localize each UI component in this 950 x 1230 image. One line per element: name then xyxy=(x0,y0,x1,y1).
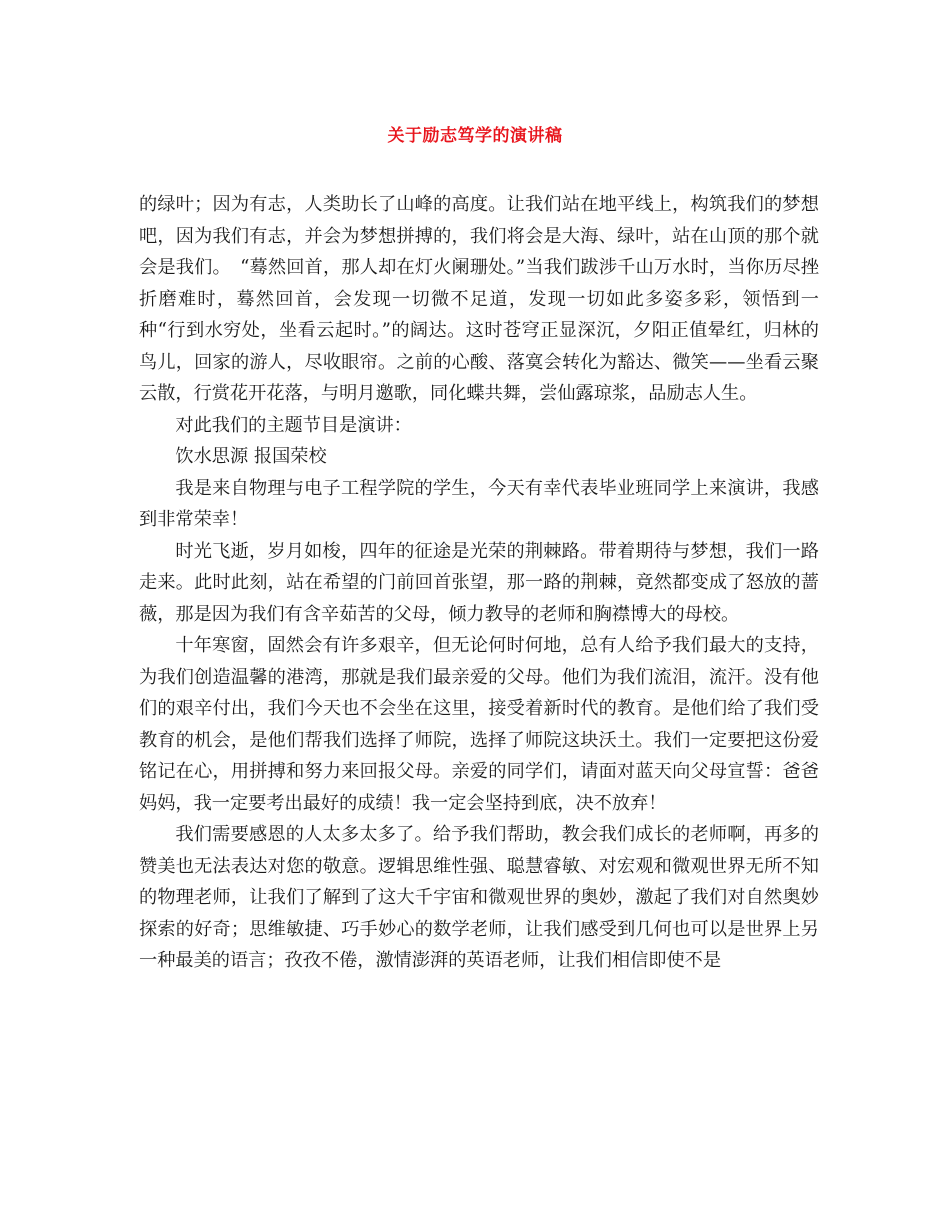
paragraph: 对此我们的主题节目是演讲： xyxy=(175,414,412,436)
paragraph: 时光飞逝，岁月如梭，四年的征途是光荣的荆棘路。带着期待与梦想，我们一路走来。此时此刻，站在希望的门前回首张望，那一路的荆棘，竟然都变成了怒放的蔷薇，那是因为我们有含辛茹苦的父母，倾力教导的老师和胸襟博大的母校。 xyxy=(139,540,819,625)
document-title: 关于励志笃学的演讲稿 xyxy=(387,126,563,146)
paragraph: 十年寒窗，固然会有许多艰辛，但无论何时何地，总有人给予我们最大的支持，为我们创造温馨的港湾，那就是我们最亲爱的父母。他们为我们流泪，流汗。没有他们的艰辛付出，我们今天也不会坐在这里，接受着新时代的教育。是他们给了我们受教育的机会，是他们帮我们选择了师院，选择了师院这块沃土。我们一定要把这份爱铭记在心，用拼搏和努力来回报父母。亲爱的同学们，请面对蓝天向父母宣誓：爸爸妈妈，我一定要考出最好的成绩！我一定会坚持到底，决不放弃！ xyxy=(139,635,819,814)
paragraph: 的绿叶；因为有志，人类助长了山峰的高度。让我们站在地平线上，构筑我们的梦想吧，因为我们有志，并会为梦想拼搏的，我们将会是大海、绿叶，站在山顶的那个就会是我们。 “蓦然回首，那人却在灯火阑珊处。”当我们跋涉千山万水时，当你历尽挫折磨难时，蓦然回首，会发现一切微不足道，发现一切如此多姿多彩，领悟到一种“行到水穷处，坐看云起时。”的阔达。这时苍穹正显深沉，夕阳正值晕红，归林的鸟儿，回家的游人，尽收眼帘。之前的心酸、落寞会转化为豁达、微笑——坐看云聚云散，行赏花开花落，与明月邀歌，同化蝶共舞，尝仙露琼浆，品励志人生。 xyxy=(139,194,819,404)
document-body xyxy=(139,189,819,977)
paragraph: 我是来自物理与电子工程学院的学生，今天有幸代表毕业班同学上来演讲，我感到非常荣幸！ xyxy=(139,477,819,530)
paragraph: 我们需要感恩的人太多太多了。给予我们帮助，教会我们成长的老师啊，再多的赞美也无法表达对您的敬意。逻辑思维性强、聪慧睿敏、对宏观和微观世界无所不知的物理老师，让我们了解到了这大千宇宙和微观世界的奥妙，激起了我们对自然奥妙探索的好奇；思维敏捷、巧手妙心的数学老师，让我们感受到几何也可以是世界上另一种最美的语言；孜孜不倦，激情澎湃的英语老师，让我们相信即使不是 xyxy=(139,824,819,971)
paragraph: 饮水思源 报国荣校 xyxy=(175,446,327,467)
